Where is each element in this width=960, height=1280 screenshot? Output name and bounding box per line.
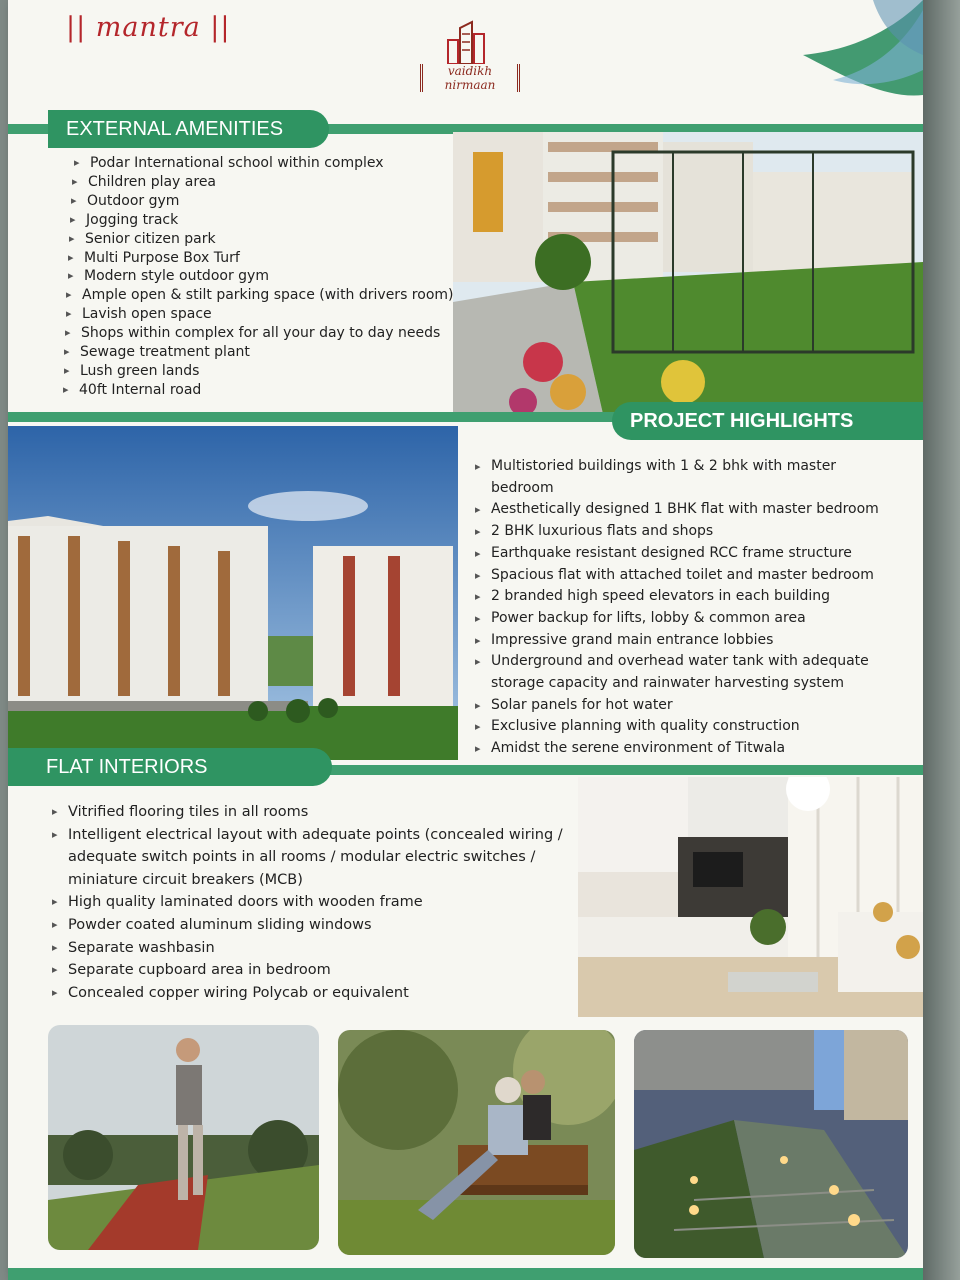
list-item: ▸ Outdoor gym (71, 192, 464, 211)
list-item: ▸ Multistoried buildings with 1 & 2 bhk with master bedroom (475, 456, 895, 499)
list-item: ▸ Senior citizen park (69, 230, 464, 249)
list-item: ▸ Earthquake resistant designed RCC frame structure (475, 543, 895, 565)
section-title-flat-interiors: FLAT INTERIORS (8, 748, 332, 786)
photo-walkway-lights (634, 1030, 908, 1258)
list-item: ▸ Ample open & stilt parking space (with drivers room) (66, 286, 464, 305)
list-item: ▸ Multi Purpose Box Turf (68, 249, 464, 268)
list-item: ▸ Power backup for lifts, lobby & common area (475, 608, 895, 630)
brand-logo-mantra: || mantra || (66, 12, 231, 43)
project-highlights-list (475, 456, 895, 760)
brochure-page (8, 0, 923, 1280)
photo-buildings-exterior (8, 426, 458, 760)
list-item: ▸ Separate cupboard area in bedroom (52, 959, 572, 982)
list-item: ▸ Lush green lands (64, 362, 464, 381)
list-item: ▸ Shops within complex for all your day to day needs (65, 324, 464, 343)
photo-senior-couple-bench (338, 1030, 615, 1255)
photo-living-room (578, 777, 935, 1017)
list-item: ▸ Underground and overhead water tank with adequate storage capacity and rainwater harvesting system (475, 651, 895, 694)
flat-interiors-list (52, 801, 572, 1004)
external-amenities-list (64, 154, 464, 400)
list-item: ▸ Powder coated aluminum sliding windows (52, 914, 572, 937)
vaidikh-nirmaan-logo (420, 18, 520, 103)
list-item: ▸ 40ft Internal road (63, 381, 464, 400)
building-logo-icon (442, 18, 498, 64)
list-item: ▸ Separate washbasin (52, 937, 572, 960)
list-item: ▸ High quality laminated doors with wooden frame (52, 891, 572, 914)
list-item: ▸ Aesthetically designed 1 BHK flat with master bedroom (475, 499, 895, 521)
divider-band (308, 765, 923, 775)
list-item: ▸ Concealed copper wiring Polycab or equivalent (52, 982, 572, 1005)
section-title-external-amenities: EXTERNAL AMENITIES (48, 110, 329, 148)
section-title-project-highlights: PROJECT HIGHLIGHTS (612, 402, 923, 440)
list-item: ▸ Impressive grand main entrance lobbies (475, 630, 895, 652)
list-item: ▸ Lavish open space (66, 305, 464, 324)
bottom-band (8, 1268, 923, 1280)
logo-text: vaidikh nirmaan (420, 64, 520, 92)
list-item: ▸ Sewage treatment plant (64, 343, 464, 362)
list-item: ▸ Amidst the serene environment of Titwala (475, 738, 895, 760)
list-item: ▸ Children play area (72, 173, 464, 192)
photo-amenities-garden (453, 132, 923, 414)
list-item: ▸ Intelligent electrical layout with adequate points (concealed wiring / adequate switch points in all rooms / modular electric switches / miniature circuit breakers (MCB) (52, 824, 572, 892)
leaf-decoration (763, 0, 923, 110)
list-item: ▸ Jogging track (70, 211, 464, 230)
list-item: ▸ 2 branded high speed elevators in each building (475, 586, 895, 608)
list-item: ▸ Spacious flat with attached toilet and master bedroom (475, 565, 895, 587)
list-item: ▸ Exclusive planning with quality construction (475, 716, 895, 738)
list-item: ▸ Vitrified flooring tiles in all rooms (52, 801, 572, 824)
divider-band (8, 412, 638, 422)
list-item: ▸ Solar panels for hot water (475, 695, 895, 717)
next-page-edge (923, 0, 960, 1280)
list-item: ▸ 2 BHK luxurious flats and shops (475, 521, 895, 543)
photo-jogging-woman (48, 1025, 319, 1250)
list-item: ▸ Podar International school within complex (74, 154, 464, 173)
list-item: ▸ Modern style outdoor gym (68, 267, 464, 286)
